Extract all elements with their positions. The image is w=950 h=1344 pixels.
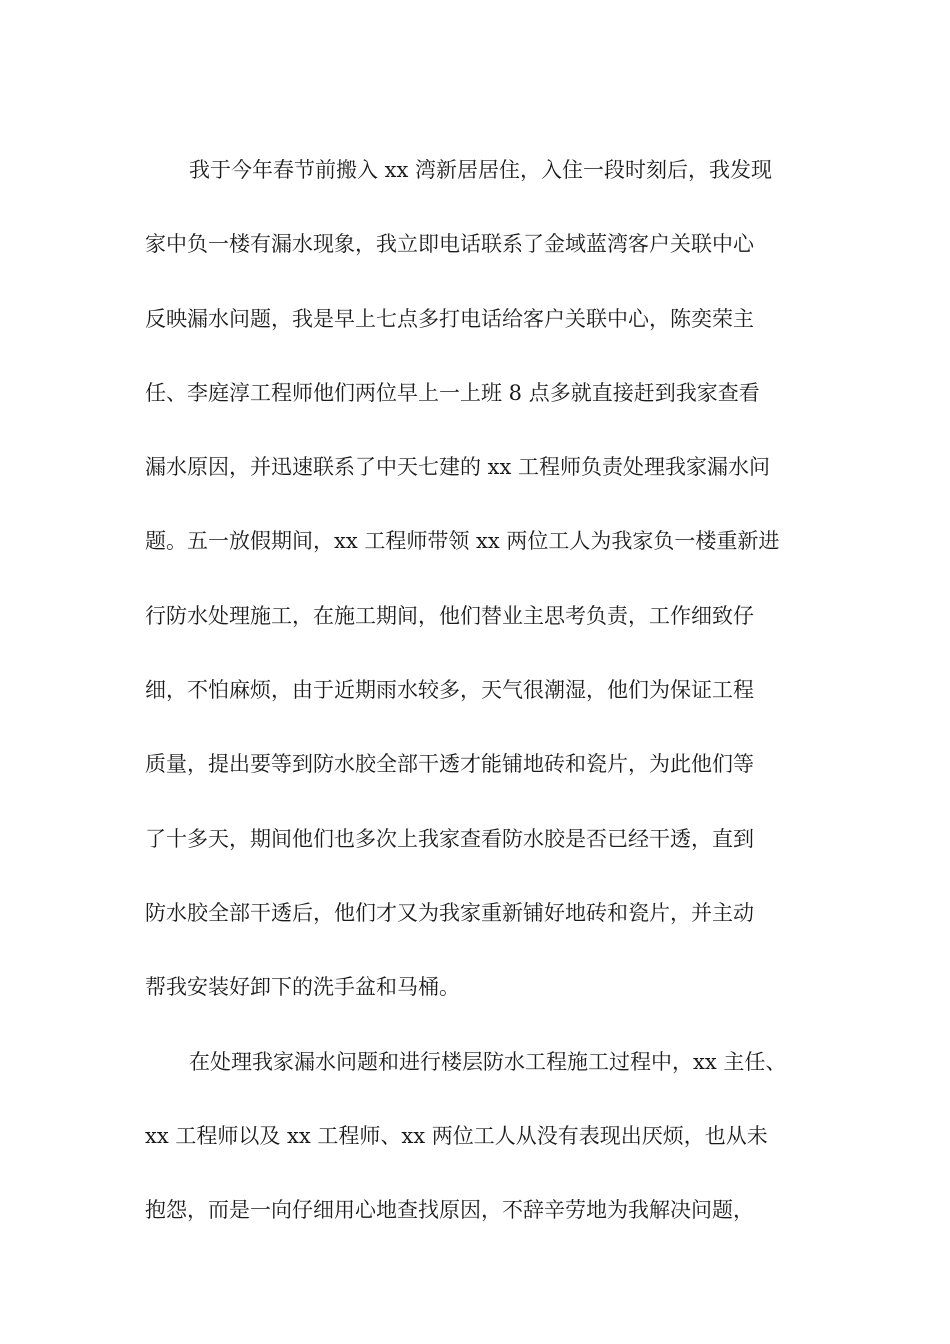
paragraph-1-line-8: 细，不怕麻烦，由于近期雨水较多，天气很潮湿，他们为保证工程 xyxy=(145,678,754,703)
body-text xyxy=(145,133,825,1247)
paragraph-1-line-3: 反映漏水问题，我是早上七点多打电话给客户关联中心，陈奕荣主 xyxy=(145,306,754,331)
paragraph-1-line-11: 防水胶全部干透后，他们才又为我家重新铺好地砖和瓷片，并主动 xyxy=(145,900,754,925)
paragraph-1-line-1: 我于今年春节前搬入 xx 湾新居居住，入住一段时刻后，我发现 xyxy=(189,158,773,182)
paragraph-2-line-3: 抱怨，而是一向仔细用心地查找原因，不辞辛劳地为我解决问题， xyxy=(145,1198,754,1223)
paragraph-2-line-1: 在处理我家漏水问题和进行楼层防水工程施工过程中，xx 主任、 xyxy=(189,1049,787,1074)
paragraph-1-line-9: 质量，提出要等到防水胶全部干透才能铺地砖和瓷片，为此他们等 xyxy=(145,752,754,777)
paragraph-1-line-10: 了十多天，期间他们也多次上我家查看防水胶是否已经干透，直到 xyxy=(145,826,754,851)
paragraph-1-line-7: 行防水处理施工，在施工期间，他们替业主思考负责，工作细致仔 xyxy=(145,603,754,628)
paragraph-1-line-2: 家中负一楼有漏水现象，我立即电话联系了金域蓝湾客户关联中心 xyxy=(145,232,754,257)
paragraph-2-line-2: xx 工程师以及 xx 工程师、xx 两位工人从没有表现出厌烦，也从未 xyxy=(145,1123,768,1148)
paragraph-1-line-4: 任、李庭淳工程师他们两位早上一上班 8 点多就直接赶到我家查看 xyxy=(145,380,760,405)
paragraph-1-line-12: 帮我安装好卸下的洗手盆和马桶。 xyxy=(145,975,460,1000)
paragraph-1-line-6: 题。五一放假期间，xx 工程师带领 xx 两位工人为我家负一楼重新进 xyxy=(145,529,780,554)
paragraph-1-line-5: 漏水原因，并迅速联系了中天七建的 xx 工程师负责处理我家漏水问 xyxy=(145,455,771,480)
